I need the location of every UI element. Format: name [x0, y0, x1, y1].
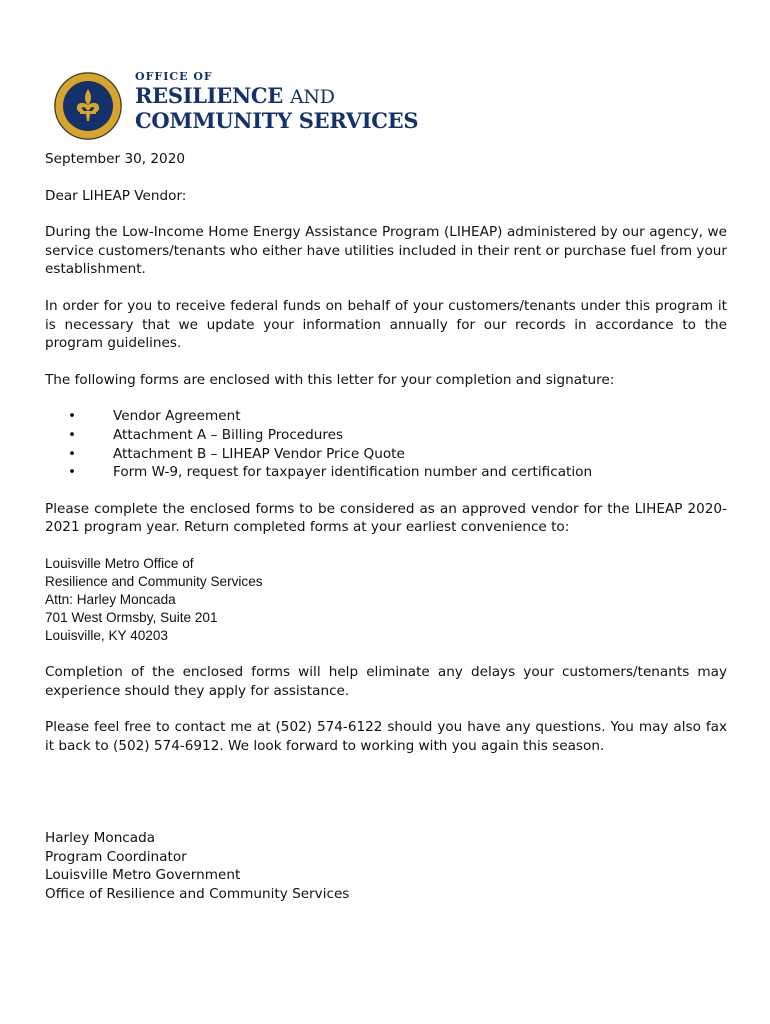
list-item: • Attachment B – LIHEAP Vendor Price Quote	[68, 445, 405, 462]
letterhead	[53, 68, 419, 144]
paragraph-contact: Please feel free to contact me at (502) 574-6122 should you have any questions. You may also fax it back to (502) 574-6912. We look forward to working with you again this season.	[45, 719, 727, 754]
address-line: Louisville Metro Office of	[45, 555, 194, 571]
louisville-seal-icon	[53, 71, 123, 141]
forms-list	[45, 407, 727, 481]
paragraph-federal-funds: In order for you to receive federal funds on behalf of your customers/tenants under this program it is necessary that we update your information annually for our records in accordance to the program guidelines.	[45, 297, 727, 352]
address-line: Louisville, KY 40203	[45, 627, 168, 643]
paragraph-forms-enclosed: The following forms are enclosed with this letter for your completion and signature:	[45, 371, 615, 388]
address-line: Attn: Harley Moncada	[45, 591, 176, 607]
signature-block	[45, 829, 727, 903]
address-line: 701 West Ormsby, Suite 201	[45, 609, 218, 625]
office-of-label: OFFICE OF	[135, 70, 213, 83]
office-name	[135, 68, 418, 133]
list-item: • Attachment A – Billing Procedures	[68, 426, 344, 443]
mailing-address	[45, 555, 727, 645]
paragraph-intro: During the Low-Income Home Energy Assistance Program (LIHEAP) administered by our agency, we service customers/tenants who either have utilities included in their rent or purchase fuel from your establishment.	[45, 224, 727, 278]
letter-body	[45, 150, 727, 904]
signer-name: Harley Moncada	[45, 830, 156, 847]
list-item: • Form W-9, request for taxpayer identification number and certification	[68, 464, 593, 481]
signer-title: Program Coordinator	[45, 848, 187, 865]
address-line: Resilience and Community Services	[45, 573, 263, 589]
office-name-line-2: RESILIENCE AND	[135, 83, 335, 108]
list-item: • Vendor Agreement	[68, 408, 241, 425]
paragraph-completion: Completion of the enclosed forms will help eliminate any delays your customers/tenants may experience should they apply for assistance.	[45, 663, 727, 699]
office-name-line-3: COMMUNITY SERVICES	[135, 108, 419, 133]
letter-date: September 30, 2020	[45, 151, 185, 167]
signer-organization: Louisville Metro Government	[45, 867, 241, 884]
paragraph-complete-forms: Please complete the enclosed forms to be considered as an approved vendor for the LIHEAP 2020-2021 program year. Return completed forms at your earliest convenience to:	[45, 500, 727, 536]
signer-office: Office of Resilience and Community Services	[45, 886, 350, 903]
salutation: Dear LIHEAP Vendor:	[45, 187, 187, 204]
